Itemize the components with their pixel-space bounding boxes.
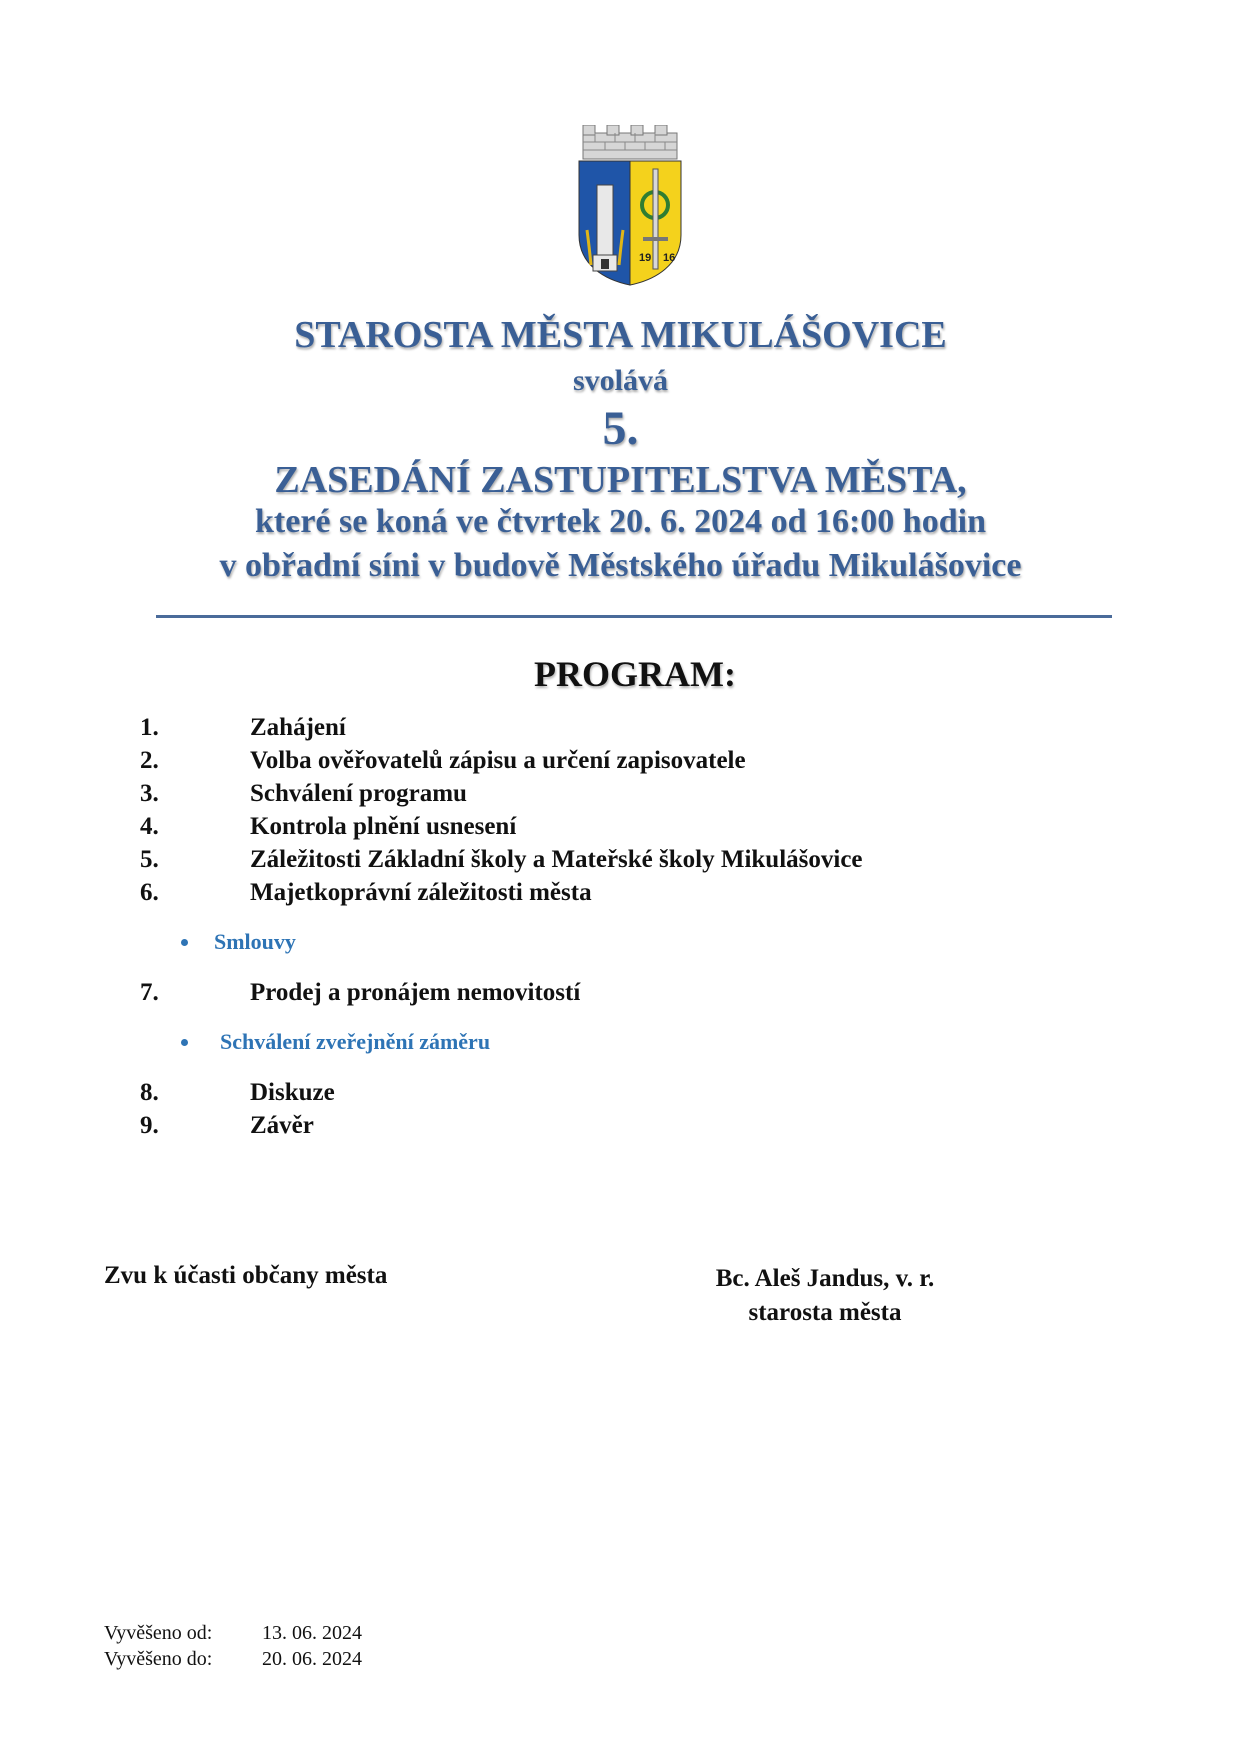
program-item-text: Závěr <box>250 1112 314 1139</box>
signer-name: Bc. Aleš Jandus, v. r. <box>715 1265 935 1292</box>
program-item-number: 7. <box>140 979 159 1006</box>
program-item-text: Majetkoprávní záležitosti města <box>250 879 592 906</box>
posted-to-date: 20. 06. 2024 <box>262 1648 362 1670</box>
mural-crown <box>583 125 677 159</box>
crest-year-right: 16 <box>663 252 676 264</box>
header-title: STAROSTA MĚSTA MIKULÁŠOVICE <box>294 314 947 356</box>
program-item-text: Prodej a pronájem nemovitostí <box>250 979 581 1006</box>
town-coat-of-arms <box>575 125 685 291</box>
program-item-number: 5. <box>140 846 159 873</box>
program-sub-item-text: Schválení zveřejnění záměru <box>220 1029 491 1054</box>
header-convenes: svolává <box>572 364 668 397</box>
session-title: ZASEDÁNÍ ZASTUPITELSTVA MĚSTA, <box>274 459 967 501</box>
program-sub-item-text: Smlouvy <box>214 929 296 954</box>
program-item-number: 8. <box>140 1079 159 1106</box>
session-location: v obřadní síni v budově Městského úřadu Mikulášovice <box>219 547 1022 584</box>
program-item-text: Kontrola plnění usnesení <box>250 813 517 840</box>
program-item-number: 6. <box>140 879 159 906</box>
program-item-number: 2. <box>140 747 159 774</box>
program-sub-item <box>220 1028 490 1056</box>
program-item-number: 3. <box>140 780 159 807</box>
program-item-number: 4. <box>140 813 159 840</box>
program-item-text: Diskuze <box>250 1079 335 1106</box>
signature-block <box>690 1262 960 1330</box>
invitation-text: Zvu k účasti občany města <box>104 1262 388 1289</box>
posted-from-label: Vyvěšeno od: <box>104 1622 213 1644</box>
header-divider <box>156 615 1112 618</box>
signer-title: starosta města <box>748 1299 902 1326</box>
posted-from-date: 13. 06. 2024 <box>262 1622 362 1644</box>
program-item-text: Schválení programu <box>250 780 467 807</box>
bullet-icon <box>181 1039 188 1046</box>
program-item-text: Zahájení <box>250 714 346 741</box>
program-item-text: Záležitosti Základní školy a Mateřské školy Mikulášovice <box>250 846 863 873</box>
session-number: 5. <box>602 402 639 455</box>
program-title: PROGRAM: <box>534 654 736 694</box>
session-date: které se koná ve čtvrtek 20. 6. 2024 od 16:00 hodin <box>255 503 986 540</box>
tower-icon <box>593 185 617 271</box>
program-sub-item <box>214 928 296 956</box>
crest-year-left: 19 <box>639 252 652 264</box>
program-item-text: Volba ověřovatelů zápisu a určení zapisovatele <box>250 747 746 774</box>
posted-to-label: Vyvěšeno do: <box>104 1648 213 1670</box>
program-item-number: 9. <box>140 1112 159 1139</box>
bullet-icon <box>181 939 188 946</box>
program-item-number: 1. <box>140 714 159 741</box>
